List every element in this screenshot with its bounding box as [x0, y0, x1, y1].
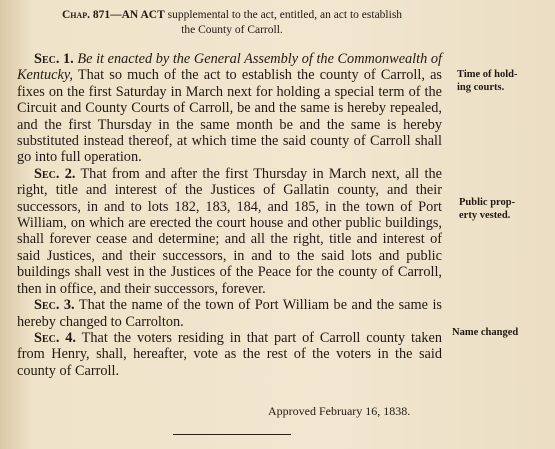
act-body [17, 51, 442, 379]
section-1-label: Sec. 1. [34, 51, 74, 67]
section-2-label: Sec. 2. [34, 165, 76, 182]
section-2-text: That from and after the first Thursday in March next, all the right, title and interest of the Justices of Gallatin county, and their successors, in and to lots 182, 183, 184, and 185, in the town of Port William, on which are erected the court house and other public buildings, shall forever cease and determine; and all the right, title and interest of said Justices, and their successors, in and to the said lots and public buildings shall vest in the Justices of the Peace for the county of Carroll, then in office, and their successors, forever. [17, 165, 442, 297]
section-1 [17, 51, 442, 166]
divider-rule [173, 434, 291, 435]
act-title-line1: supplemental to the act, entitled, an act to establish [164, 9, 403, 21]
section-1-text: That so much of the act to establish the county of Carroll, as fixes on the first Saturday in March next for holding a special term of the Circuit and County Courts of Carroll, be and the same is hereby repealed, and the first Thursday in the same month be and the same is hereby substituted instead thereof, at which time the said county of Carroll shall go into full operation. [17, 67, 442, 166]
section-4-text: That the voters residing in that part of Carroll county taken from Henry, shall, hereafter, vote as the rest of the voters in the said county of Carroll. [17, 329, 442, 379]
margin-note-name-changed: Name changed [452, 327, 519, 338]
approval-date: Approved February 16, 1838. [268, 404, 411, 418]
margin-note-1-line1: Time of hold- [457, 69, 518, 80]
section-2 [17, 166, 442, 297]
section-3-text: That the name of the town of Port William be and the same is hereby changed to Carrolton. [17, 297, 442, 330]
margin-note-1-line2: ing courts. [457, 82, 505, 93]
section-3-label: Sec. 3. [34, 297, 75, 314]
section-4 [17, 330, 442, 379]
act-title-line2: the County of Carroll. [181, 24, 283, 36]
enacting-clause: Be it enacted by the General Assembly of the Commonwealth of Kentucky, [17, 51, 443, 84]
margin-note-2-line2: erty vested. [459, 210, 511, 221]
margin-note-2-line1: Public prop- [459, 197, 516, 208]
margin-note-public-property-vested [459, 196, 515, 222]
act-header [22, 8, 442, 38]
section-4-label: Sec. 4. [34, 329, 77, 346]
margin-note-time-of-holding-courts [457, 68, 517, 94]
section-3 [17, 297, 442, 330]
chapter-heading: Chap. 871—AN ACT [61, 9, 165, 21]
